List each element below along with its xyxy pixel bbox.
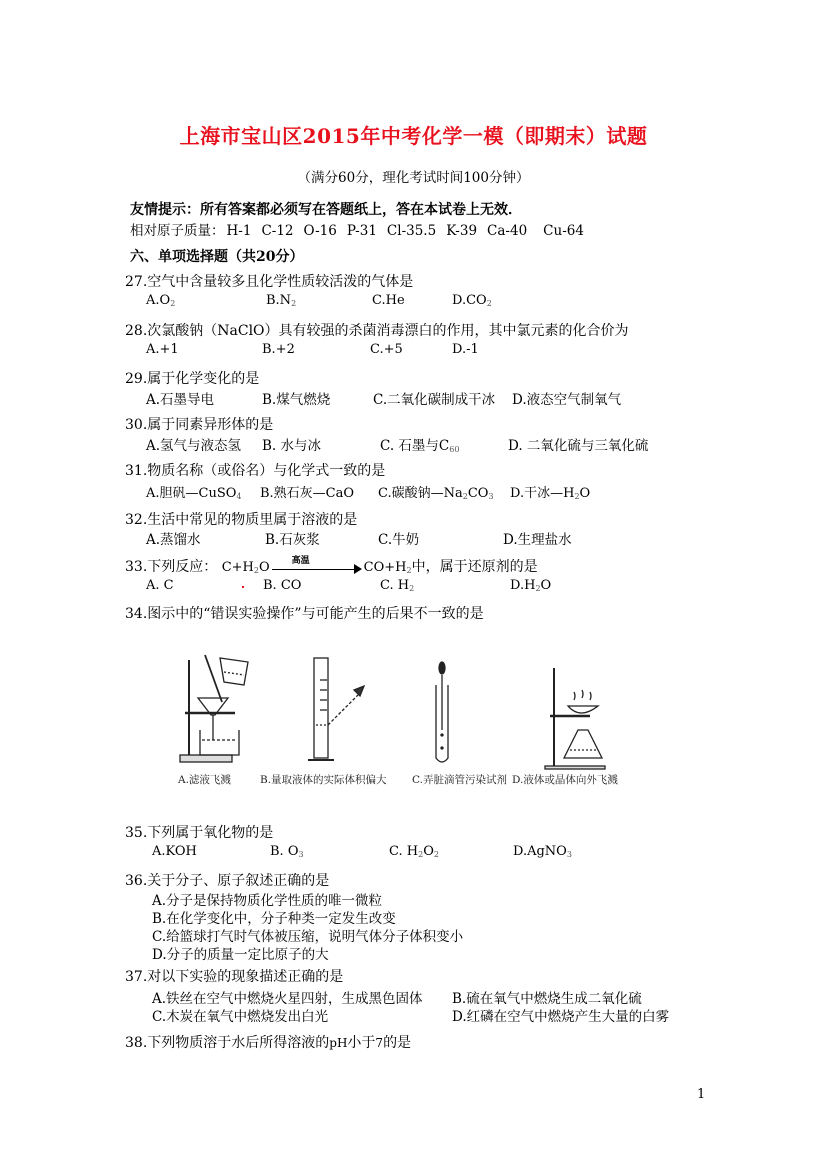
- option-b[interactable]: B.石灰浆: [265, 532, 320, 548]
- mass-item: Cl-35.5: [386, 223, 437, 239]
- option-a[interactable]: $A.O_2$: [146, 293, 176, 308]
- option-a[interactable]: A.蒸馏水: [146, 532, 201, 548]
- option-c[interactable]: C. $H_2$: [380, 578, 415, 593]
- option-b[interactable]: $B.N_2$: [266, 293, 297, 308]
- option-d[interactable]: D.红磷在空气中燃烧产生大量的白雾: [452, 1009, 670, 1025]
- mass-item: K-39: [446, 223, 478, 239]
- option-d[interactable]: D.液态空气制氧气: [512, 392, 622, 408]
- question-stem: 空气中含量较多且化学性质较活泼的气体是: [147, 274, 414, 290]
- option-c[interactable]: C.木炭在氧气中燃烧发出白光: [152, 1009, 329, 1025]
- option-d[interactable]: D.生理盐水: [503, 532, 572, 548]
- option-b[interactable]: B. CO: [263, 578, 302, 593]
- question-37: 37.对以下实验的现象描述正确的是: [125, 969, 344, 985]
- figure-caption-b: B.量取液体的实际体积偏大: [260, 774, 387, 786]
- stray-mark: [242, 586, 244, 588]
- mass-item: Cu-64: [543, 223, 584, 239]
- figure-caption-a: A.滤液飞溅: [178, 774, 231, 786]
- figure-caption-d: D.液体或晶体向外飞溅: [512, 774, 618, 786]
- question-27: [125, 271, 413, 291]
- option-a[interactable]: A.+1: [146, 342, 179, 357]
- option-a[interactable]: A.氢气与液态氢: [146, 438, 242, 454]
- question-33: 33.下列反应： $C+H_2O$ 高温 $CO+H_2$中，属于还原剂的是: [125, 555, 538, 575]
- question-35: 35.下列属于氧化物的是: [125, 825, 274, 841]
- option-c[interactable]: C.二氧化碳制成干冰: [373, 392, 496, 408]
- option-b[interactable]: B.+2: [262, 342, 295, 357]
- notice-text: 友情提示：所有答案都必须写在答题纸上，答在本试卷上无效．: [130, 202, 522, 218]
- equation: $C+H_2O$ 高温 $CO+H_2$: [221, 555, 412, 575]
- exam-subtitle: （满分60分，理化考试时间100分钟）: [297, 170, 530, 186]
- option-c[interactable]: C.给篮球打气时气体被压缩，说明气体分子体积变小: [152, 929, 464, 945]
- filtration-apparatus-icon: [180, 655, 248, 762]
- question-34: 34.图示中的“错误实验操作”与可能产生的后果不一致的是: [125, 606, 484, 622]
- option-d[interactable]: $D.H_2O$: [510, 578, 552, 593]
- option-b[interactable]: B.硫在氧气中燃烧生成二氧化硫: [452, 991, 642, 1007]
- atomic-masses: [130, 219, 594, 239]
- option-a[interactable]: A.胆矾—CuSO$_4$: [146, 486, 242, 501]
- exam-title: 上海市宝山区2015年中考化学一模（即期末）试题: [179, 124, 648, 148]
- option-a[interactable]: A.分子是保持物质化学性质的唯一微粒: [152, 893, 383, 909]
- option-c[interactable]: C. $H_2O_2$: [389, 844, 439, 859]
- option-c[interactable]: C. 石墨与$C_{60}$: [380, 438, 460, 454]
- evaporation-apparatus-icon: [545, 668, 605, 769]
- lab-operations-figure: [140, 640, 640, 800]
- option-b[interactable]: B.煤气燃烧: [262, 392, 331, 408]
- question-29: 29.属于化学变化的是: [125, 371, 260, 387]
- question-31: 31.物质名称（或俗名）与化学式一致的是: [125, 463, 386, 479]
- reaction-arrow-icon: 高温: [272, 561, 362, 575]
- section-title: 六、单项选择题（共20分）: [130, 249, 304, 265]
- mass-item: C-12: [261, 223, 294, 239]
- test-tube-dropper-icon: [436, 662, 448, 762]
- question-32: 32.生活中常见的物质里属于溶液的是: [125, 512, 358, 528]
- masses-label: 相对原子质量：: [130, 223, 225, 239]
- option-d[interactable]: D.-1: [452, 342, 479, 357]
- page-number: 1: [697, 1087, 706, 1102]
- question-30: 30.属于同素异形体的是: [125, 417, 274, 433]
- option-d[interactable]: D.分子的质量一定比原子的大: [152, 947, 329, 963]
- option-a[interactable]: A. C: [146, 578, 174, 593]
- option-b[interactable]: B. 水与冰: [262, 438, 322, 454]
- option-c[interactable]: C.碳酸钠$—Na_2CO_3$: [378, 486, 494, 501]
- option-d[interactable]: $D.CO_2$: [452, 293, 492, 308]
- option-b[interactable]: B.在化学变化中，分子种类一定发生改变: [152, 911, 396, 927]
- lab-apparatus-drawing: [140, 640, 660, 770]
- mass-item: O-16: [303, 223, 337, 239]
- option-a[interactable]: A.铁丝在空气中燃烧火星四射，生成黑色固体: [152, 991, 423, 1007]
- option-b[interactable]: B. $O_3$: [270, 844, 304, 859]
- mass-item: P-31: [346, 223, 377, 239]
- mass-item: Ca-40: [487, 223, 528, 239]
- measuring-cylinder-icon: [308, 658, 364, 760]
- mass-item: H-1: [226, 223, 252, 239]
- option-a[interactable]: A.石墨导电: [146, 392, 215, 408]
- question-38: 38.下列物质溶于水后所得溶液的pH小于7的是: [125, 1035, 412, 1051]
- figure-caption-c: C.弄脏滴管污染试剂: [412, 774, 507, 786]
- option-d[interactable]: D. 二氧化硫与三氧化硫: [508, 438, 649, 454]
- option-a[interactable]: A.KOH: [152, 844, 197, 859]
- question-36: 36.关于分子、原子叙述正确的是: [125, 873, 330, 889]
- option-b[interactable]: B.熟石灰—CaO: [260, 486, 355, 501]
- question-28: [125, 320, 629, 340]
- option-c[interactable]: C.牛奶: [378, 532, 420, 548]
- option-c[interactable]: C.He: [372, 293, 405, 308]
- option-d[interactable]: D.干冰$—H_2O$: [510, 486, 591, 501]
- option-d[interactable]: D.AgNO$_3$: [513, 844, 572, 859]
- option-c[interactable]: C.+5: [370, 342, 403, 357]
- question-stem: 次氯酸钠（NaClO）具有较强的杀菌消毒漂白的作用，其中氯元素的化合价为: [147, 323, 629, 339]
- question-number: 27.: [125, 274, 148, 290]
- question-number: 28.: [125, 323, 148, 339]
